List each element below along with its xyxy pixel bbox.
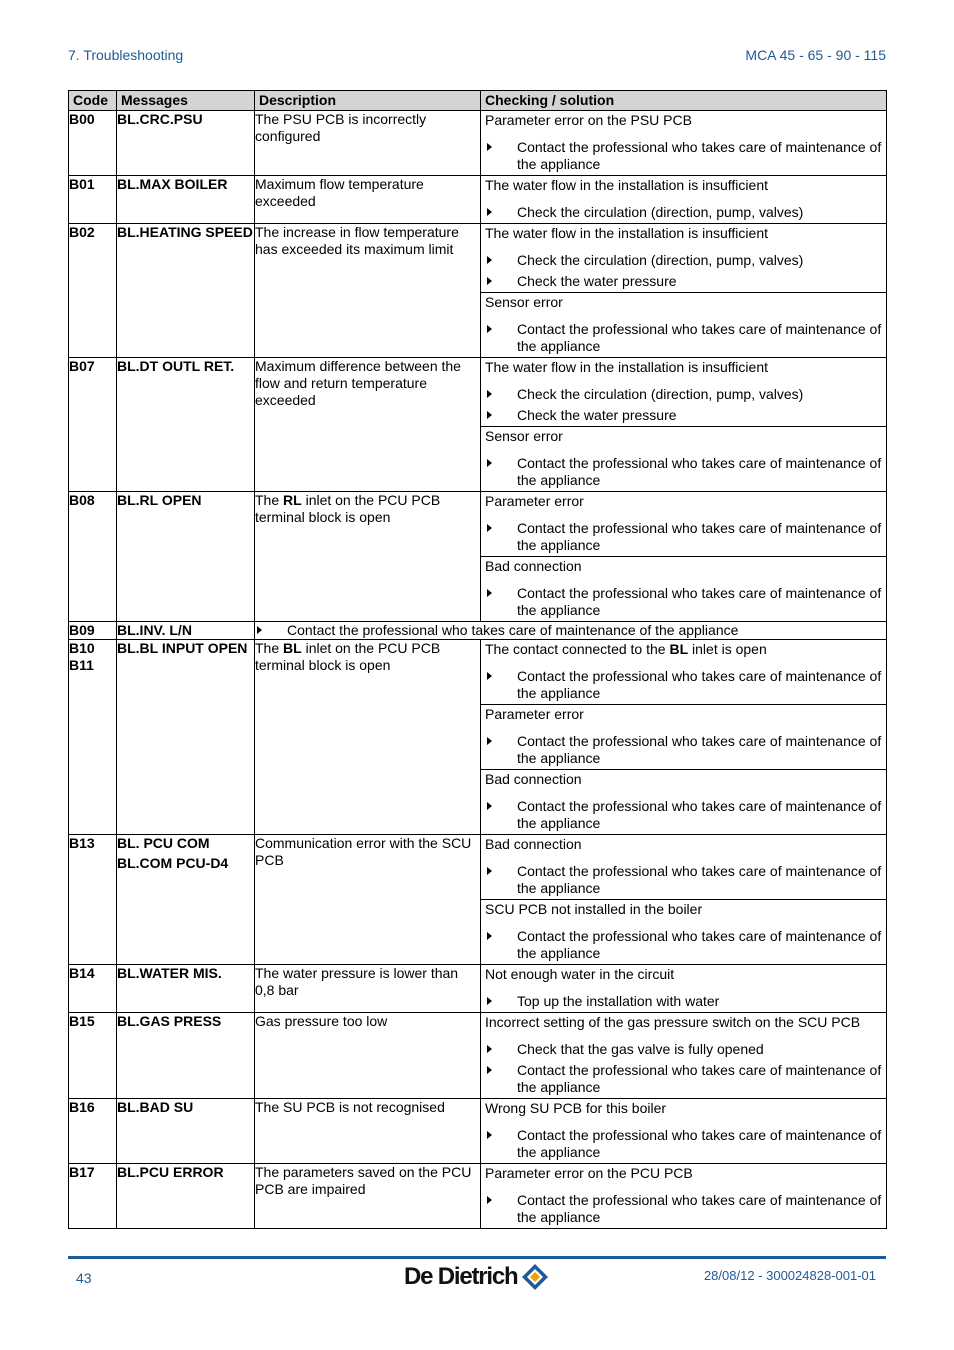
column-header: Checking / solution (481, 91, 887, 111)
message-text: BL.INV. L/N (117, 622, 192, 638)
check-block (481, 426, 886, 491)
message-text: BL.PCU ERROR (117, 1164, 224, 1180)
solution-cell (481, 1099, 887, 1164)
table-row (69, 358, 887, 492)
action-text: Check that the gas valve is fully opened (517, 1041, 764, 1057)
error-code: B16 (69, 1099, 95, 1115)
check-block (481, 899, 886, 964)
message-text: BL.DT OUTL RET. (117, 358, 235, 374)
message-text: BL.MAX BOILER (117, 176, 228, 192)
check-block (481, 224, 886, 292)
code-cell (69, 965, 117, 1013)
action-item (485, 139, 886, 173)
bullet-triangle-icon (487, 524, 492, 532)
description-cell (255, 176, 481, 224)
error-code: B11 (69, 657, 94, 673)
action-text: Contact the professional who takes care of maintenance of the appliance (517, 798, 882, 831)
action-text: Contact the professional who takes care of maintenance of the appliance (517, 928, 882, 961)
action-item (485, 386, 886, 403)
table-row (69, 1099, 887, 1164)
condition-text: Incorrect setting of the gas pressure switch on the SCU PCB (485, 1014, 861, 1030)
condition-text: Sensor error (485, 428, 563, 444)
code-cell (69, 835, 117, 965)
section-title: 7. Troubleshooting (68, 47, 184, 63)
action-item (255, 622, 886, 639)
description-cell (255, 640, 481, 835)
description-bold: BL (283, 640, 302, 656)
action-text: Contact the professional who takes care of maintenance of the appliance (517, 139, 882, 172)
description-cell (255, 1099, 481, 1164)
bullet-triangle-icon (487, 1196, 492, 1204)
action-item (485, 993, 886, 1010)
bullet-triangle-icon (487, 737, 492, 745)
table-row (69, 1164, 887, 1229)
description-text: The SU PCB is not recognised (255, 1099, 445, 1115)
check-block (481, 1164, 886, 1228)
condition-text: Bad connection (485, 558, 582, 574)
description-text: Maximum flow temperature exceeded (255, 176, 424, 209)
condition-text: SCU PCB not installed in the boiler (485, 901, 703, 917)
bullet-triangle-icon (487, 256, 492, 264)
message-cell (117, 176, 255, 224)
bullet-triangle-icon (487, 867, 492, 875)
solution-cell (481, 1013, 887, 1099)
brand-diamond-icon (520, 1262, 550, 1292)
description-cell (255, 224, 481, 358)
condition-text: Parameter error on the PSU PCB (485, 112, 692, 128)
action-text: Contact the professional who takes care of maintenance of the appliance (517, 733, 882, 766)
solution-cell (481, 358, 887, 492)
check-block (481, 1099, 886, 1163)
bullet-triangle-icon (487, 390, 492, 398)
action-item (485, 321, 886, 355)
action-text: Check the circulation (direction, pump, valves) (517, 252, 804, 268)
action-item (485, 585, 886, 619)
condition-text: The water flow in the installation is insufficient (485, 225, 768, 241)
check-block (481, 292, 886, 357)
table-row (69, 640, 887, 835)
column-header: Description (255, 91, 481, 111)
bullet-triangle-icon (487, 802, 492, 810)
action-text: Check the water pressure (517, 273, 677, 289)
column-header: Messages (117, 91, 255, 111)
document-reference: 28/08/12 - 300024828-001-01 (703, 1268, 876, 1283)
message-text: BL.BL INPUT OPEN (117, 640, 248, 656)
solution-cell (481, 1164, 887, 1229)
action-item (485, 252, 886, 269)
bullet-triangle-icon (487, 143, 492, 151)
model-title: MCA 45 - 65 - 90 - 115 (745, 47, 886, 63)
condition-text (485, 641, 886, 658)
bullet-triangle-icon (487, 997, 492, 1005)
brand-name: De Dietrich (404, 1263, 518, 1290)
condition-bold: BL (669, 641, 689, 657)
solution-cell (481, 835, 887, 965)
table-body (69, 111, 887, 1229)
description-text: Communication error with the SCU PCB (255, 835, 472, 868)
description-text: The (255, 640, 284, 656)
condition-part: inlet is open (688, 641, 767, 657)
code-cell (69, 111, 117, 176)
solution-cell (481, 640, 887, 835)
condition-text: Parameter error (485, 493, 584, 509)
check-block (481, 769, 886, 834)
solution-cell (481, 965, 887, 1013)
description-cell (255, 492, 481, 622)
action-text: Check the circulation (direction, pump, valves) (517, 386, 804, 402)
message-text: BL. PCU COM (117, 835, 210, 851)
action-text: Contact the professional who takes care of maintenance of the appliance (517, 585, 882, 618)
message-cell (117, 622, 255, 640)
bullet-triangle-icon (487, 932, 492, 940)
error-code: B14 (69, 965, 95, 981)
action-text: Contact the professional who takes care of maintenance of the appliance (517, 1127, 882, 1160)
action-item (485, 798, 886, 832)
check-block (481, 704, 886, 769)
message-cell (117, 111, 255, 176)
action-item (485, 733, 886, 767)
action-text: Contact the professional who takes care of maintenance of the appliance (517, 863, 882, 896)
code-cell (69, 358, 117, 492)
check-block (481, 358, 886, 426)
condition-text: Sensor error (485, 294, 563, 310)
message-text: BL.COM PCU-D4 (117, 855, 229, 871)
description-cell (255, 1164, 481, 1229)
condition-text: Parameter error (485, 706, 584, 722)
condition-text: Bad connection (485, 771, 582, 787)
code-cell (69, 640, 117, 835)
action-text: Contact the professional who takes care of maintenance of the appliance (287, 622, 739, 638)
code-cell (69, 224, 117, 358)
error-code: B13 (69, 835, 95, 851)
message-text: BL.CRC.PSU (117, 111, 203, 127)
description-text: inlet on the PCU PCB terminal block is open (255, 492, 441, 525)
footer-rule (68, 1256, 886, 1259)
check-block (481, 1013, 886, 1098)
error-code: B09 (69, 622, 95, 638)
condition-text: Parameter error on the PCU PCB (485, 1165, 693, 1181)
description-text: The water pressure is lower than 0,8 bar (255, 965, 459, 998)
description-text: The parameters saved on the PCU PCB are impaired (255, 1164, 472, 1197)
message-cell (117, 224, 255, 358)
action-item (485, 273, 886, 290)
code-cell (69, 1099, 117, 1164)
action-item (485, 520, 886, 554)
action-item (485, 204, 886, 221)
bullet-triangle-icon (487, 411, 492, 419)
description-cell (255, 965, 481, 1013)
solution-cell (481, 492, 887, 622)
solution-cell (481, 111, 887, 176)
table-row (69, 1013, 887, 1099)
action-text: Contact the professional who takes care of maintenance of the appliance (517, 455, 882, 488)
message-cell (117, 835, 255, 965)
message-cell (117, 640, 255, 835)
description-text: The (255, 492, 284, 508)
message-cell (117, 965, 255, 1013)
description-cell (255, 111, 481, 176)
check-block (481, 176, 886, 223)
condition-text: The water flow in the installation is insufficient (485, 359, 768, 375)
condition-text: Not enough water in the circuit (485, 966, 675, 982)
bullet-triangle-icon (487, 459, 492, 467)
action-item (485, 1041, 886, 1058)
condition-text: The water flow in the installation is insufficient (485, 177, 768, 193)
bullet-triangle-icon (487, 672, 492, 680)
brand-logo (404, 1260, 550, 1294)
action-text: Contact the professional who takes care of maintenance of the appliance (517, 520, 882, 553)
bullet-triangle-icon (487, 1066, 492, 1074)
description-text: The increase in flow temperature has exceeded its maximum limit (255, 224, 459, 257)
action-item (485, 863, 886, 897)
description-text: inlet on the PCU PCB terminal block is open (255, 640, 441, 673)
bullet-triangle-icon (487, 589, 492, 597)
code-cell (69, 1164, 117, 1229)
error-code: B17 (69, 1164, 95, 1180)
code-cell (69, 1013, 117, 1099)
description-text: Maximum difference between the flow and return temperature exceeded (255, 358, 461, 408)
condition-text: Bad connection (485, 836, 582, 852)
action-text: Contact the professional who takes care of maintenance of the appliance (517, 668, 882, 701)
description-cell (255, 358, 481, 492)
action-item (485, 455, 886, 489)
bullet-triangle-icon (487, 325, 492, 333)
bullet-triangle-icon (487, 208, 492, 216)
action-text: Contact the professional who takes care of maintenance of the appliance (517, 1062, 882, 1095)
message-text: BL.RL OPEN (117, 492, 202, 508)
table-row (69, 965, 887, 1013)
message-cell (117, 1164, 255, 1229)
code-cell (69, 176, 117, 224)
error-code: B07 (69, 358, 95, 374)
description-bold: RL (283, 492, 302, 508)
action-text: Contact the professional who takes care of maintenance of the appliance (517, 1192, 882, 1225)
solution-cell (255, 622, 887, 640)
error-code: B10 (69, 640, 95, 656)
message-text: BL.HEATING SPEED (117, 224, 253, 240)
bullet-triangle-icon (487, 1131, 492, 1139)
action-item (485, 407, 886, 424)
page-number: 43 (76, 1270, 92, 1286)
troubleshooting-table (68, 90, 887, 1229)
action-item (485, 1192, 886, 1226)
message-text: BL.WATER MIS. (117, 965, 222, 981)
solution-cell (481, 176, 887, 224)
bullet-triangle-icon (257, 626, 262, 634)
error-code: B02 (69, 224, 95, 240)
table-row (69, 835, 887, 965)
message-cell (117, 1013, 255, 1099)
table-row (69, 224, 887, 358)
table-row (69, 111, 887, 176)
description-cell (255, 1013, 481, 1099)
description-text: The PSU PCB is incorrectly configured (255, 111, 427, 144)
check-block (481, 640, 886, 704)
bullet-triangle-icon (487, 1045, 492, 1053)
action-text: Check the water pressure (517, 407, 677, 423)
condition-text: Wrong SU PCB for this boiler (485, 1100, 667, 1116)
action-text: Contact the professional who takes care of maintenance of the appliance (517, 321, 882, 354)
check-block (481, 965, 886, 1012)
condition-part: The contact connected to the (485, 641, 670, 657)
code-cell (69, 622, 117, 640)
table-header-row (69, 91, 887, 111)
table-row (69, 622, 887, 640)
message-cell (117, 1099, 255, 1164)
error-code: B01 (69, 176, 95, 192)
check-block (481, 835, 886, 899)
action-item (485, 928, 886, 962)
error-code: B08 (69, 492, 95, 508)
message-cell (117, 358, 255, 492)
check-block (481, 492, 886, 556)
table-row (69, 492, 887, 622)
action-item (485, 1127, 886, 1161)
code-cell (69, 492, 117, 622)
action-item (485, 1062, 886, 1096)
description-cell (255, 835, 481, 965)
message-text: BL.GAS PRESS (117, 1013, 222, 1029)
action-text: Check the circulation (direction, pump, valves) (517, 204, 804, 220)
message-cell (117, 492, 255, 622)
error-code: B00 (69, 111, 95, 127)
check-block (481, 556, 886, 621)
solution-cell (481, 224, 887, 358)
action-item (485, 668, 886, 702)
description-text: Gas pressure too low (255, 1013, 388, 1029)
column-header: Code (69, 91, 117, 111)
check-block (481, 111, 886, 175)
table-row (69, 176, 887, 224)
error-code: B15 (69, 1013, 95, 1029)
bullet-triangle-icon (487, 277, 492, 285)
action-text: Top up the installation with water (517, 993, 720, 1009)
message-text: BL.BAD SU (117, 1099, 194, 1115)
